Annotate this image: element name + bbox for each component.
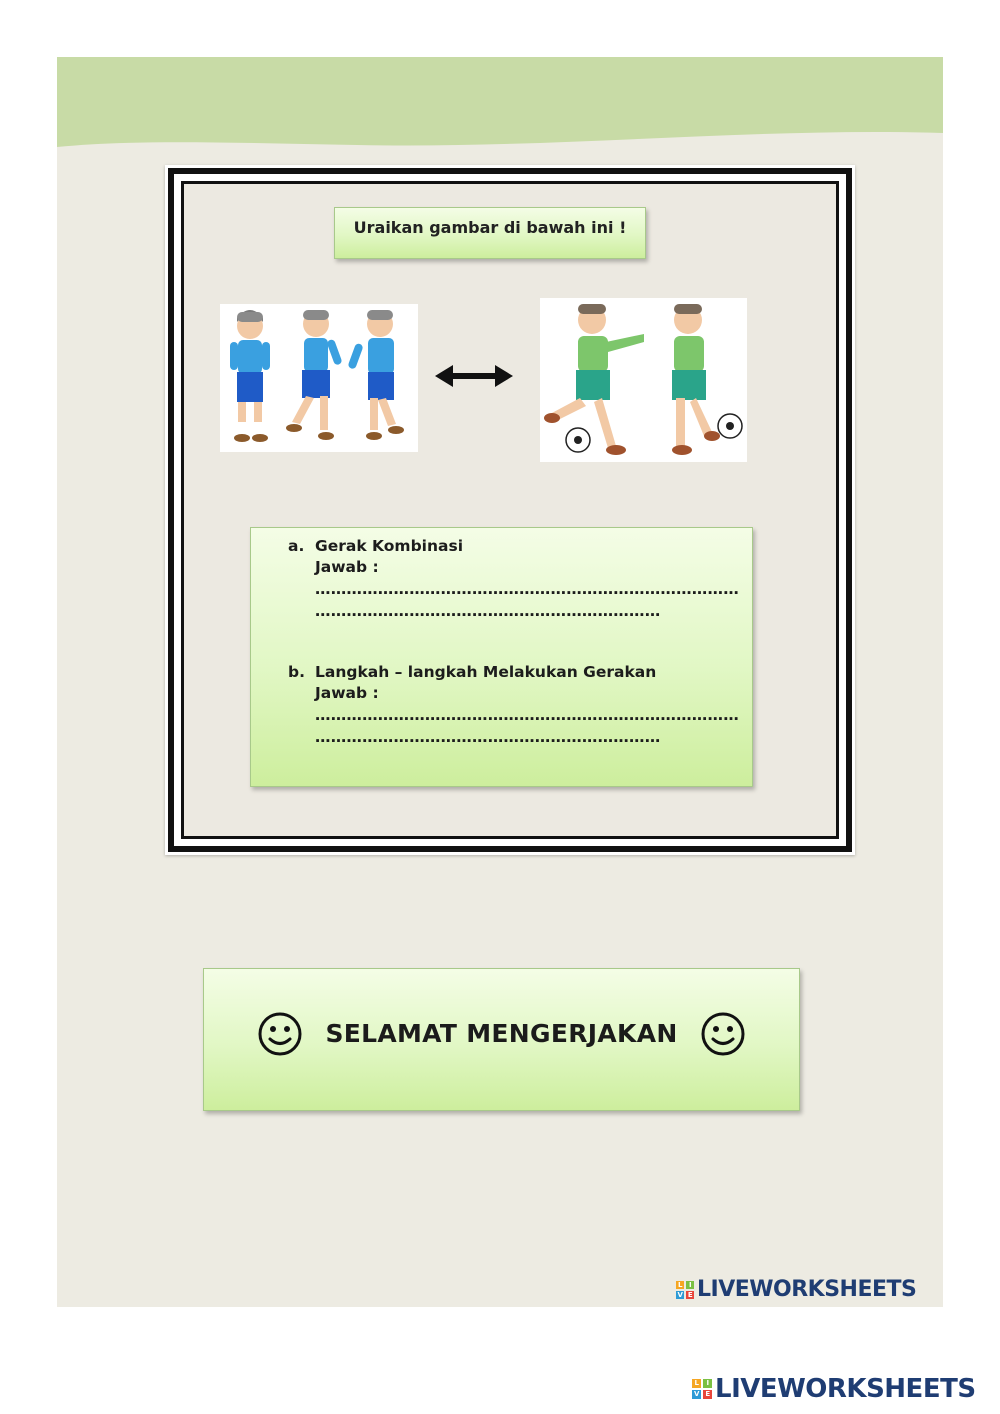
question-title: Gerak Kombinasi xyxy=(315,537,464,555)
closing-message: SELAMAT MENGERJAKAN xyxy=(325,1019,678,1048)
liveworksheets-logo xyxy=(676,1277,916,1302)
worksheet-page xyxy=(57,57,943,1307)
liveworksheets-logo-footer xyxy=(692,1374,976,1404)
instruction-box xyxy=(334,207,646,259)
smiley-icon xyxy=(700,1011,746,1057)
walking-boy-sequence-illustration xyxy=(220,304,418,452)
answer-line[interactable]: ………………………………………………………… xyxy=(315,602,661,620)
header-banner xyxy=(57,57,943,157)
answer-label: Jawab : xyxy=(315,684,379,702)
kicking-ball-illustration xyxy=(540,298,747,462)
question-a xyxy=(288,536,743,622)
answer-label: Jawab : xyxy=(315,558,379,576)
logo-mark-icon: L I V E xyxy=(677,1280,693,1299)
question-letter: a. xyxy=(288,537,305,555)
logo-text: LIVEWORKSHEETS xyxy=(697,1277,917,1302)
logo-text: LIVEWORKSHEETS xyxy=(715,1374,976,1404)
logo-mark-icon: L I V E xyxy=(692,1379,712,1399)
answer-line[interactable]: ……………………………………………………………………… xyxy=(315,580,739,598)
question-b xyxy=(288,662,743,748)
instruction-text: Uraikan gambar di bawah ini ! xyxy=(353,218,627,237)
answer-line[interactable]: ………………………………………………………… xyxy=(315,728,661,746)
answer-line[interactable]: ……………………………………………………………………… xyxy=(315,706,739,724)
closing-box xyxy=(203,968,800,1111)
question-letter: b. xyxy=(288,663,305,681)
smiley-icon xyxy=(257,1011,303,1057)
double-headed-arrow-icon xyxy=(435,365,513,387)
question-title: Langkah – langkah Melakukan Gerakan xyxy=(315,663,657,681)
questions-box xyxy=(250,527,753,787)
